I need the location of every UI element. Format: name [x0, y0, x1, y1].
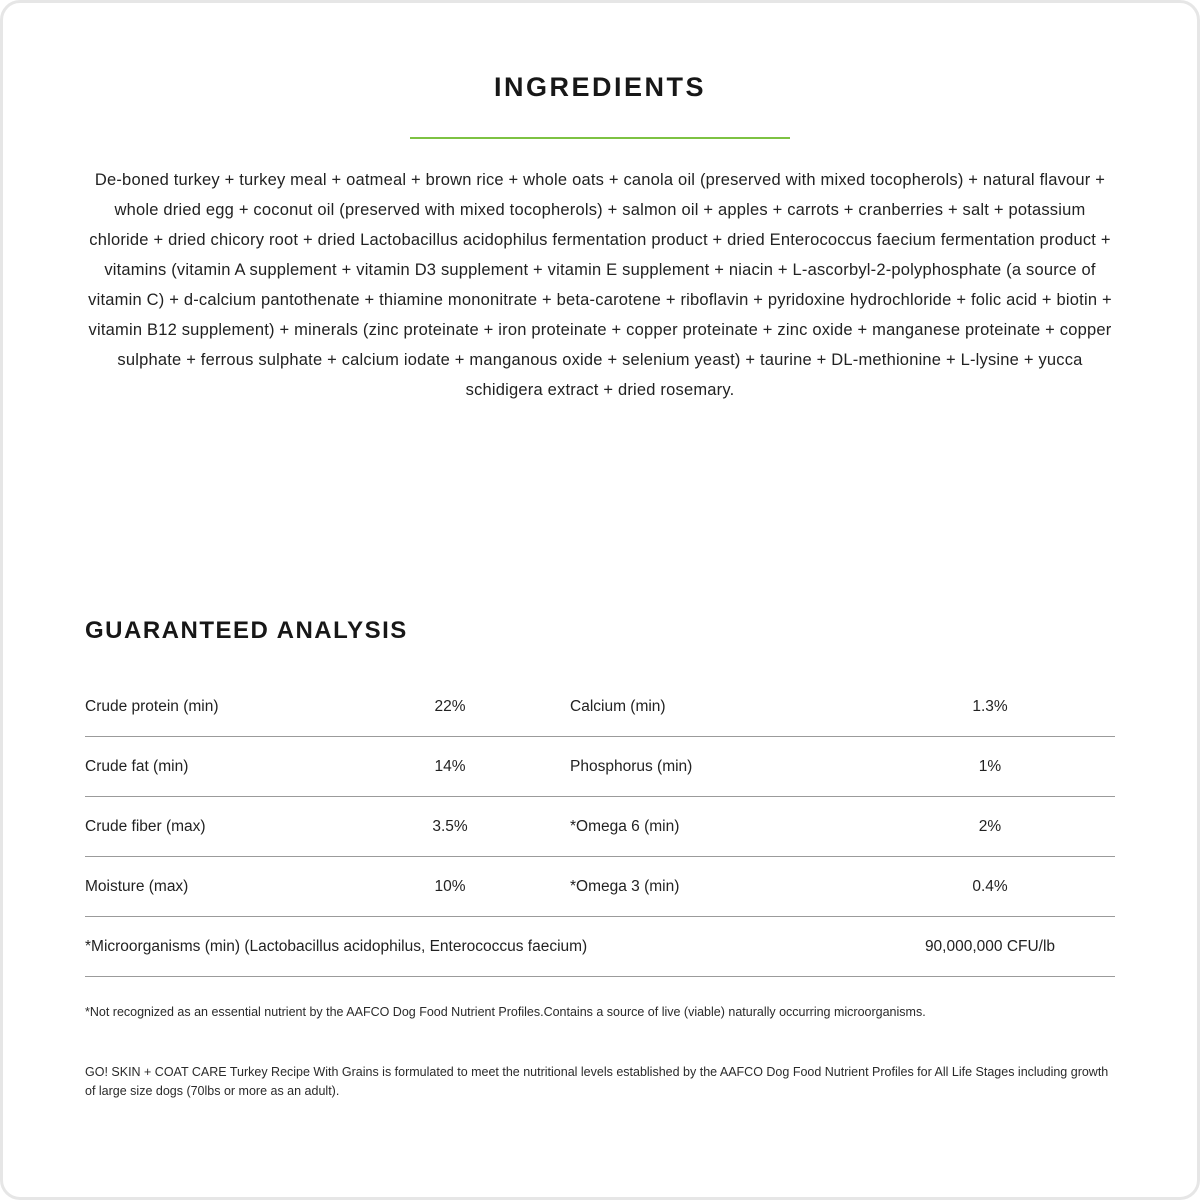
table-row [85, 857, 1115, 917]
table-row-microorganisms [85, 917, 1115, 977]
green-divider [410, 137, 790, 139]
nutrient-label: Crude fiber (max) [85, 817, 206, 835]
nutrient-label: *Omega 3 (min) [570, 877, 680, 895]
nutrient-value: 1% [978, 757, 1002, 775]
ingredients-title: INGREDIENTS [493, 72, 707, 102]
nutrient-value: 3.5% [432, 817, 468, 835]
nutrient-label: Crude fat (min) [85, 757, 189, 775]
table-row [85, 677, 1115, 737]
aafco-footnote: *Not recognized as an essential nutrient by the AAFCO Dog Food Nutrient Profiles.Contains a source of live (viable) naturally occurring microorganisms. [85, 1005, 926, 1019]
nutrient-value: 0.4% [972, 877, 1008, 895]
nutrient-value: 90,000,000 CFU/lb [924, 937, 1056, 955]
ingredients-text: De-boned turkey + turkey meal + oatmeal + brown rice + whole oats + canola oil (preserved with mixed tocopherols) + natural flavour + whole dried egg + coconut oil (preserved with mixed tocopherols) + salmon oil + apples + carrots + cranberries + salt + potassium chloride + dried chicory root + dried Lactobacillus acidophilus fermentation product + dried Enterococcus faecium fermentation product + vitamins (vitamin A supplement + vitamin D3 supplement + vitamin E supplement + niacin + L-ascorbyl-2-polyphosphate (a source of vitamin C) + d-calcium pantothenate + thiamine mononitrate + beta-carotene + riboflavin + pyridoxine hydrochloride + folic acid + biotin + vitamin B12 supplement) + minerals (zinc proteinate + iron proteinate + copper proteinate + zinc oxide + manganese proteinate + copper sulphate + ferrous sulphate + calcium iodate + manganous oxide + selenium yeast) + taurine + DL-methionine + L-lysine + yucca schidigera extract + dried rosemary. [88, 171, 1112, 399]
nutrient-value: 10% [434, 877, 466, 895]
table-row [85, 797, 1115, 857]
nutrient-label: Calcium (min) [570, 697, 666, 715]
nutrient-value: 1.3% [972, 697, 1008, 715]
nutrient-value: 22% [434, 697, 466, 715]
table-row [85, 737, 1115, 797]
guaranteed-analysis-table [85, 677, 1115, 977]
nutrient-value: 14% [434, 757, 466, 775]
nutrient-label: *Omega 6 (min) [570, 817, 680, 835]
nutrient-label: *Microorganisms (min) (Lactobacillus acidophilus, Enterococcus faecium) [85, 937, 588, 955]
guaranteed-analysis-title: GUARANTEED ANALYSIS [85, 617, 408, 644]
nutritional-adequacy-statement: GO! SKIN + COAT CARE Turkey Recipe With Grains is formulated to meet the nutritional levels established by the AAFCO Dog Food Nutrient Profiles for All Life Stages including growth of large size dogs (70lbs or more as an adult). [85, 1065, 1109, 1098]
nutrient-value: 2% [978, 817, 1002, 835]
nutrient-label: Phosphorus (min) [570, 757, 693, 775]
nutrient-label: Crude protein (min) [85, 697, 219, 715]
nutrient-label: Moisture (max) [85, 877, 189, 895]
